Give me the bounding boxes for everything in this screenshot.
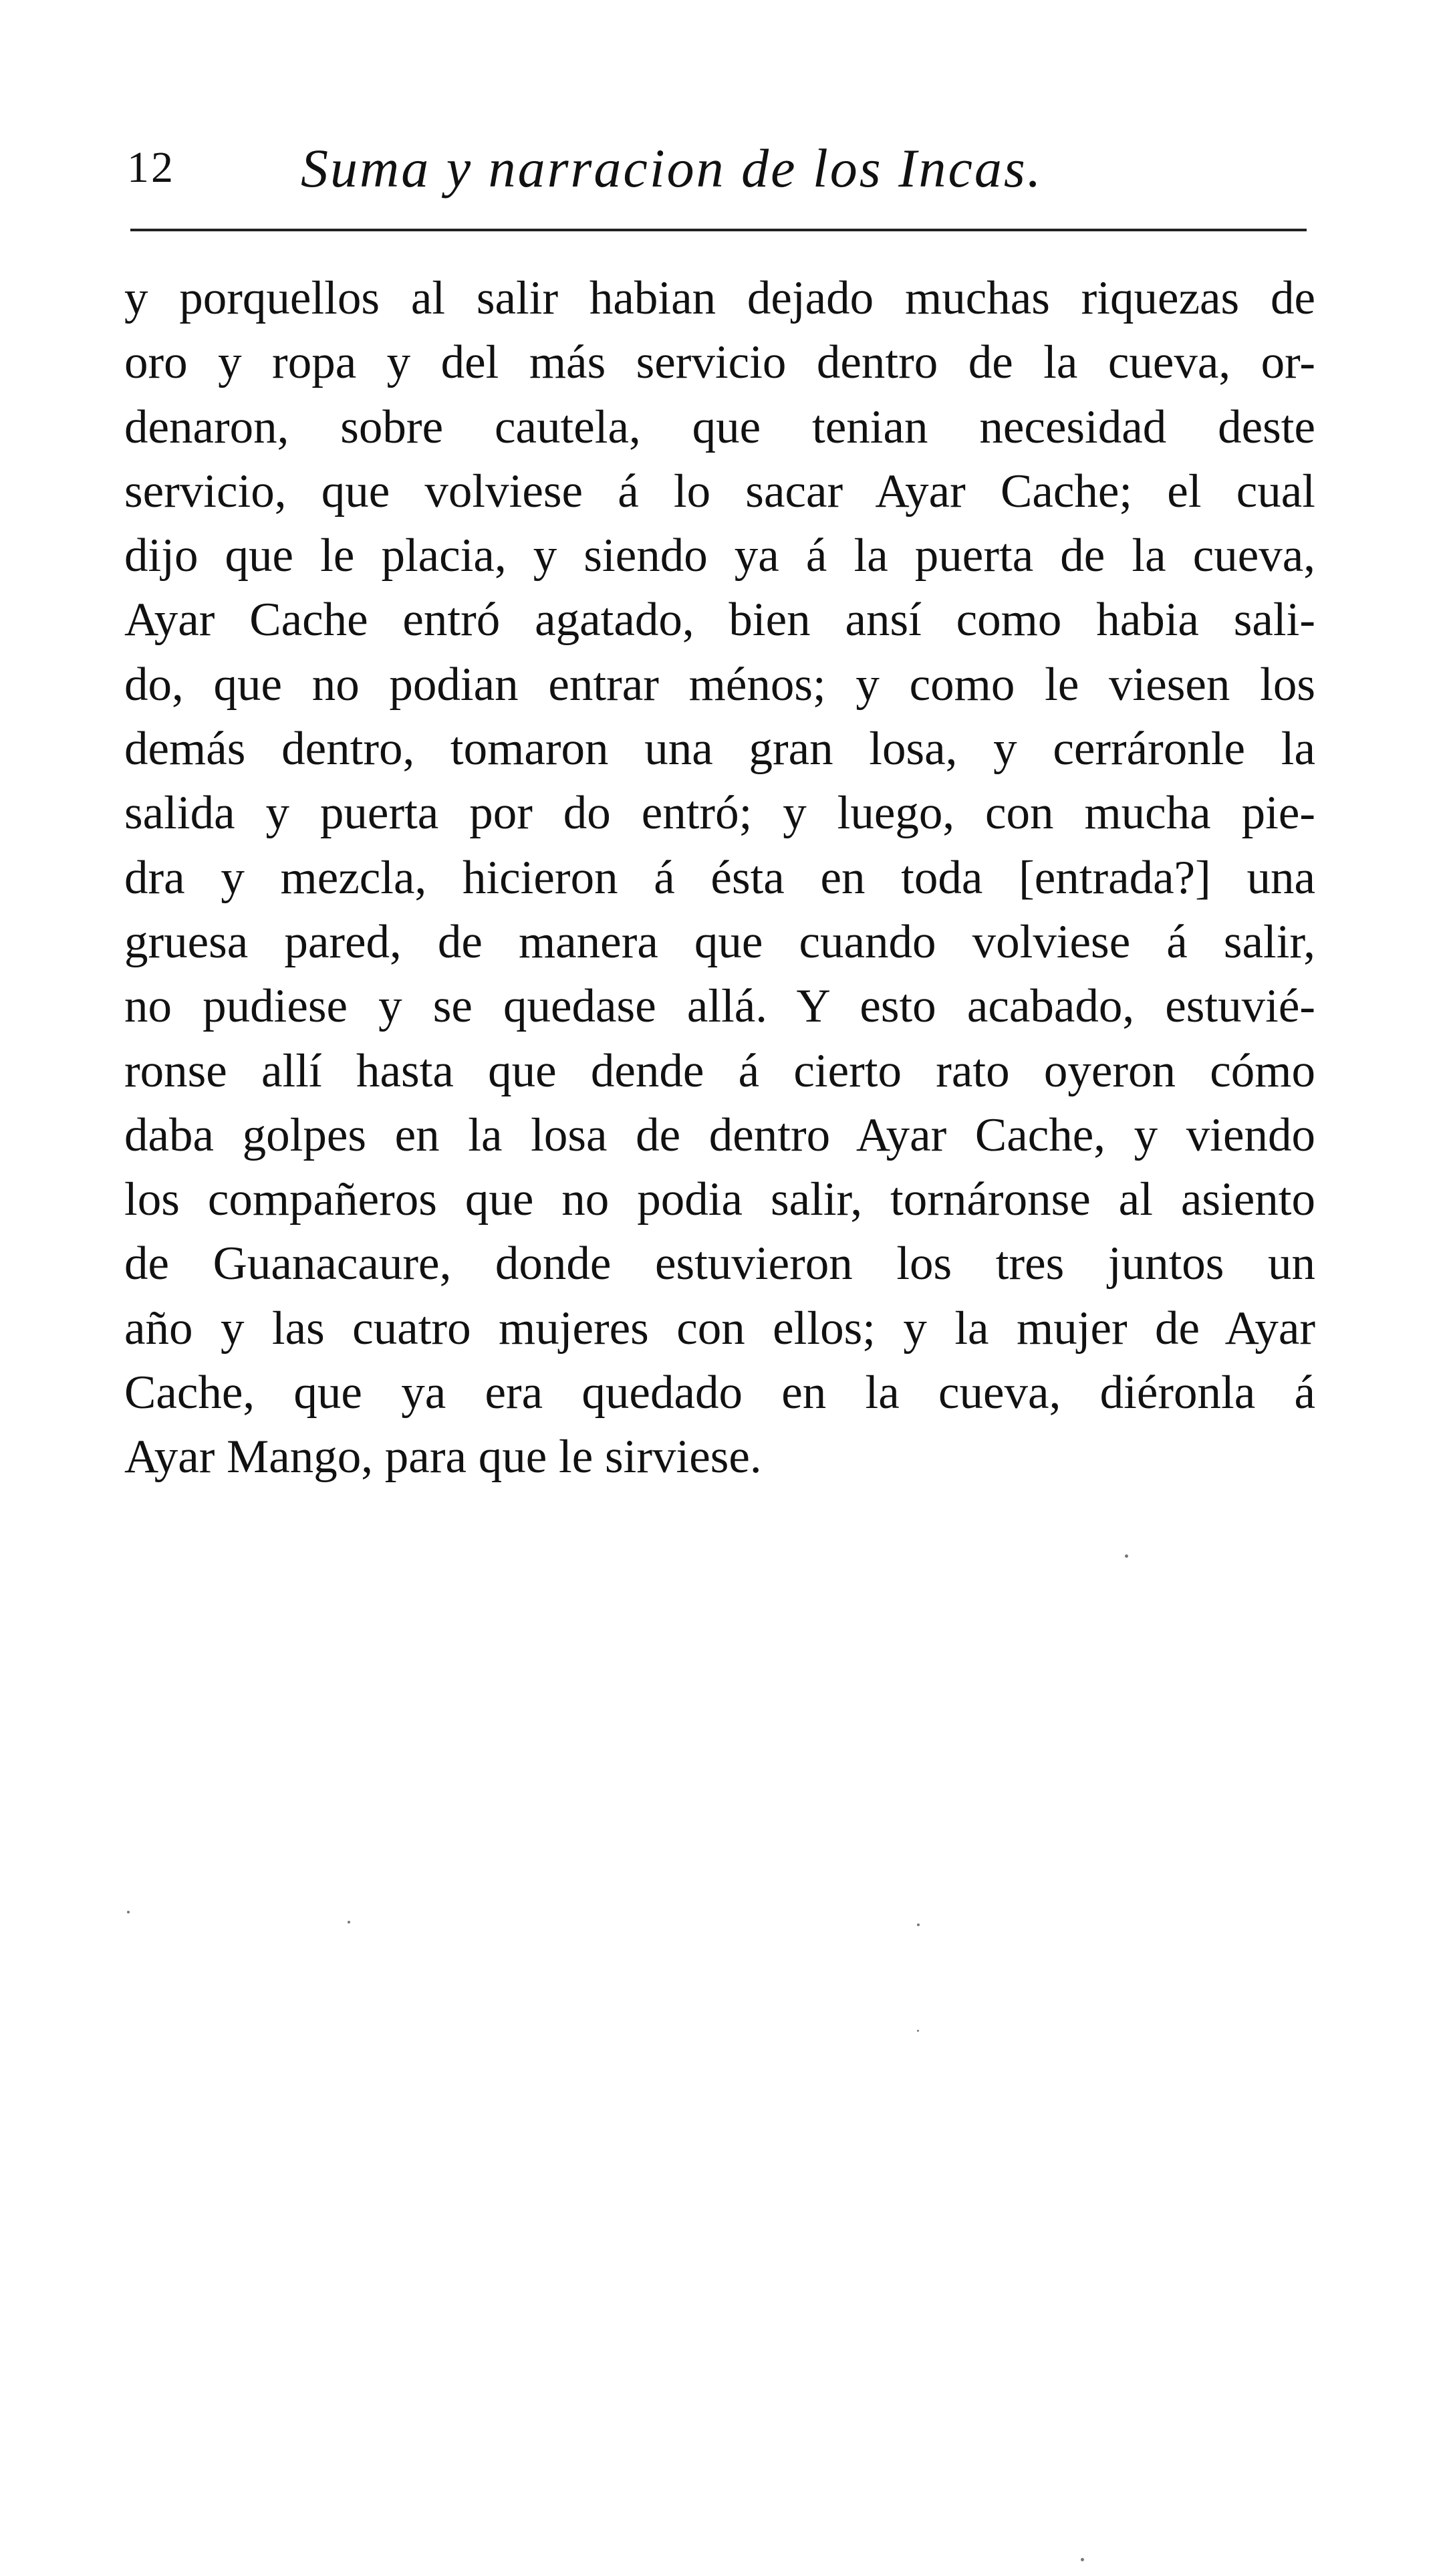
running-title: Suma y narracion de los Incas.	[301, 138, 1043, 199]
text-line: do, que no podian entrar ménos; y como le viesen los	[124, 658, 1315, 711]
text-line: gruesa pared, de manera que cuando volviese á salir,	[124, 915, 1315, 968]
text-line: los compañeros que no podia salir, tornáronse al asiento	[124, 1173, 1315, 1226]
text-line: servicio, que volviese á lo sacar Ayar Cache; el cual	[124, 465, 1315, 517]
header-rule	[130, 229, 1307, 231]
text-line: y porquellos al salir habian dejado muchas riquezas de	[124, 272, 1315, 324]
text-line: Cache, que ya era quedado en la cueva, diéronla á	[124, 1367, 1315, 1419]
page-number: 12	[127, 143, 175, 192]
text-line: Ayar Cache entró agatado, bien ansí como habia sali-	[124, 594, 1315, 647]
text-line: oro y ropa y del más servicio dentro de la cueva, or-	[124, 336, 1315, 389]
scan-speck	[917, 1923, 920, 1926]
text-line: demás dentro, tomaron una gran losa, y cerráronle la	[124, 723, 1315, 776]
scan-speck	[917, 2030, 919, 2032]
text-line: Ayar Mango, para que le sirviese.	[124, 1431, 762, 1484]
text-line: dra y mezcla, hicieron á ésta en toda [entrada?] una	[124, 851, 1315, 904]
scan-speck	[127, 1911, 130, 1913]
text-line: denaron, sobre cautela, que tenian necesidad deste	[124, 400, 1315, 453]
body-text	[124, 266, 1315, 1490]
scan-speck	[1081, 2558, 1084, 2561]
text-line: dijo que le placia, y siendo ya á la puerta de la cueva,	[124, 530, 1315, 582]
text-line: daba golpes en la losa de dentro Ayar Cache, y viendo	[124, 1108, 1315, 1161]
text-line: salida y puerta por do entró; y luego, con mucha pie-	[124, 787, 1315, 840]
text-line: no pudiese y se quedase allá. Y esto acabado, estuvié-	[124, 980, 1315, 1033]
page-header	[127, 130, 1317, 204]
text-line: de Guanacaure, donde estuvieron los tres juntos un	[124, 1238, 1315, 1290]
text-line: ronse allí hasta que dende á cierto rato oyeron cómo	[124, 1044, 1315, 1097]
scan-speck	[348, 1921, 350, 1923]
text-line: año y las cuatro mujeres con ellos; y la mujer de Ayar	[124, 1302, 1315, 1355]
scan-speck	[1125, 1554, 1128, 1558]
